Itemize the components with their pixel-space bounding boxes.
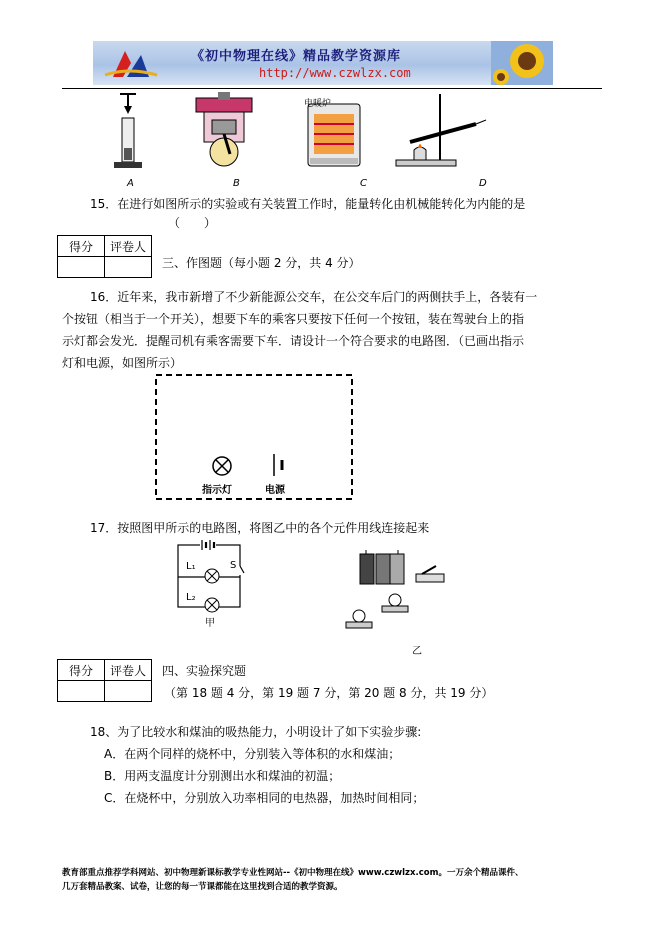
figure-label-c: C	[360, 178, 367, 189]
figure-label-a: A	[127, 178, 134, 189]
label-yi: 乙	[412, 646, 422, 657]
figure-label-d: D	[479, 178, 487, 189]
score-cell[interactable]	[58, 681, 105, 702]
section4-title: 四、实验探究题	[162, 664, 247, 678]
grader-header: 评卷人	[105, 660, 152, 681]
score-header: 得分	[58, 660, 105, 681]
q18-step-b: B．用两支温度计分别测出水和煤油的初温；	[104, 769, 341, 783]
score-cell[interactable]	[58, 257, 105, 278]
bulb-l1-icon	[346, 610, 372, 628]
label-jia: 甲	[205, 618, 215, 629]
banner-title: 《初中物理在线》精品教学资源库	[191, 49, 402, 64]
sunflower-image	[491, 41, 553, 85]
q16-line2: 个按钮（相当于一个开关），想要下车的乘客只要按下任何一个按钮，装在驾驶台上的指	[62, 312, 525, 326]
site-logo	[101, 45, 161, 81]
footer-line1: 教育部重点推荐学科网站、初中物理新课标教学专业性网站--《初中物理在线》www.czwlzx.com。一万余个精品课件、	[62, 868, 524, 878]
battery-pack-icon	[360, 550, 404, 584]
engine-cylinder	[196, 92, 252, 166]
lamp-label: 指示灯	[202, 485, 232, 496]
q16-line1: 16．近年来，我市新增了不少新能源公交车，在公交车后门的两侧扶手上，各装有一	[90, 290, 538, 304]
score-table-3	[57, 235, 152, 278]
q15-answer-blank: （ ）	[168, 216, 217, 230]
q18-step-a: A．在两个同样的烧杯中，分别装入等体积的水和煤油；	[104, 747, 401, 761]
test-tube-stand	[396, 94, 486, 166]
section3-title: 三、作图题（每小题 2 分，共 4 分）	[162, 256, 361, 270]
electric-heater	[308, 104, 360, 166]
power-label: 电源	[265, 485, 285, 496]
components-yi	[340, 540, 460, 640]
score-header: 得分	[58, 236, 105, 257]
label-l1: L₁	[186, 561, 196, 572]
header-banner	[93, 41, 553, 85]
q16-line4: 灯和电源，如图所示）	[62, 356, 183, 370]
q18-step-c: C．在烧杯中，分别放入功率相同的电热器，加热时间相同；	[104, 791, 425, 805]
label-s: S	[230, 560, 237, 571]
banner-url: http://www.czwlzx.com	[259, 66, 411, 80]
bulb-l2-icon	[382, 594, 408, 612]
header-rule	[62, 88, 602, 89]
switch-icon	[416, 566, 444, 582]
label-l2: L₂	[186, 592, 196, 603]
grader-cell[interactable]	[105, 681, 152, 702]
indicator-lamp-icon	[213, 457, 231, 475]
footer-line2: 几万套精品教案、试卷，让您的每一节课都能在这里找到合适的教学资源。	[62, 882, 343, 892]
section4-subtitle: （第 18 题 4 分，第 19 题 7 分，第 20 题 8 分，共 19 分）	[164, 686, 494, 700]
q16-circuit-box	[150, 370, 360, 505]
battery-icon	[274, 454, 282, 476]
q17-text: 17．按照图甲所示的电路图，将图乙中的各个元件用线连接起来	[90, 521, 430, 535]
figure-label-b: B	[233, 178, 240, 189]
grader-header: 评卷人	[105, 236, 152, 257]
q18-intro: 18、为了比较水和煤油的吸热能力，小明设计了如下实验步骤:	[90, 725, 422, 739]
q16-line3: 示灯都会发光．提醒司机有乘客需要下车．请设计一个符合要求的电路图．（已画出指示	[62, 334, 525, 348]
grader-cell[interactable]	[105, 257, 152, 278]
heater-label: 电暖炉	[304, 99, 332, 109]
q15-figures	[100, 90, 500, 190]
fire-piston-apparatus	[114, 94, 142, 168]
q15-line1: 15．在进行如图所示的实验或有关装置工作时，能量转化由机械能转化为内能的是	[90, 197, 526, 211]
score-table-4	[57, 659, 152, 702]
circuit-diagram-jia	[174, 538, 254, 620]
